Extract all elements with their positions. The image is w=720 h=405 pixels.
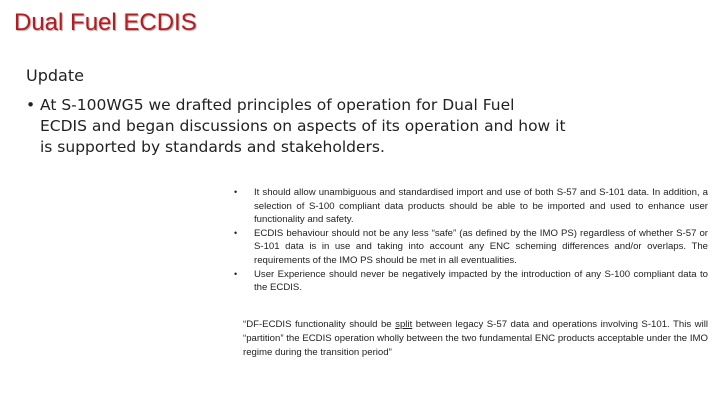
excerpt-bullet-text: It should allow unambiguous and standardised import and use of both S-57 and S-101 data. In addition, a selection of S-100 compliant data products should be able to be imported and used to enhance user functionality and safety. <box>254 187 708 226</box>
bullet-dot: • <box>234 187 238 197</box>
bullet-dot: • <box>234 268 238 279</box>
excerpt-bullet <box>234 186 708 227</box>
excerpt-bullet-text: User Experience should never be negatively impacted by the introduction of any S-100 compliant data to the ECDIS. <box>254 268 708 294</box>
bullet-dot: • <box>26 96 36 114</box>
subheading: Update <box>26 66 84 85</box>
excerpt-bullet-list <box>234 186 708 295</box>
quote-text-end: between legacy S-57 data and operations involving S-101. This will “partition” the ECDIS operation wholly between the two fundamental ENC products acceptable under the IMO regime during the transition period” <box>243 319 709 358</box>
excerpt-bullet-text: ECDIS behaviour should not be any less “safe” (as defined by the IMO PS) regardless of whether S-57 or S-101 data is in use and taking into account any ENC scheming differences and/or overlaps. The requirements of the IMO PS should be met in all eventualities. <box>254 227 708 266</box>
quote-block <box>243 318 708 360</box>
quote-underlined-word: split <box>395 319 413 330</box>
quote-text-start: “DF-ECDIS functionality should be <box>243 319 396 330</box>
excerpt-bullet <box>234 268 708 295</box>
slide-title: Dual Fuel ECDIS <box>14 9 197 36</box>
excerpt-bullet <box>234 227 708 268</box>
bullet-dot: • <box>234 227 238 238</box>
main-bullet-text: At S-100WG5 we drafted principles of operation for Dual Fuel ECDIS and began discussions on aspects of its operation and how it is supported by standards and stakeholders. <box>40 96 566 156</box>
main-bullet <box>26 95 566 158</box>
